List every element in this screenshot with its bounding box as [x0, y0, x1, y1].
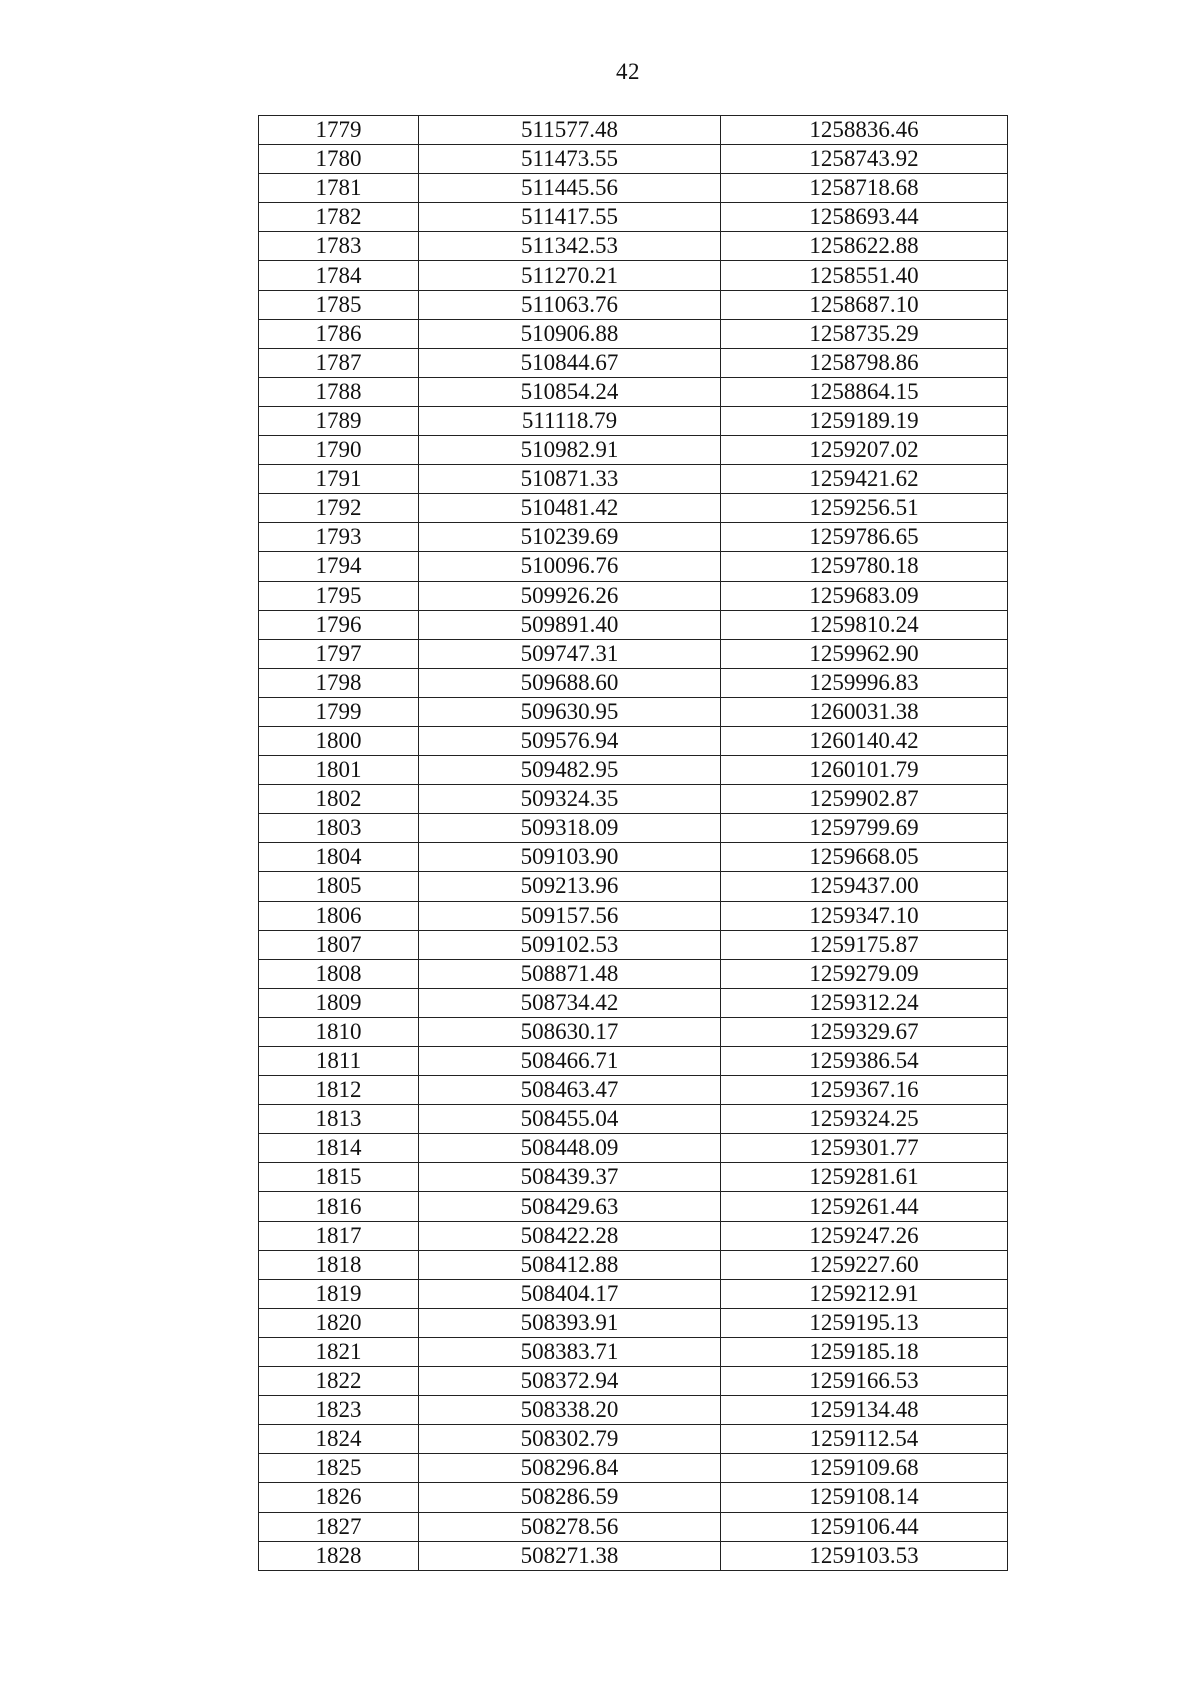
point-number-cell: 1786	[259, 319, 419, 348]
x-coordinate-cell: 508278.56	[419, 1512, 721, 1541]
x-coordinate-cell: 508448.09	[419, 1134, 721, 1163]
x-coordinate-cell: 508734.42	[419, 988, 721, 1017]
table-row	[259, 406, 1008, 435]
point-number-cell: 1812	[259, 1076, 419, 1105]
y-coordinate-cell: 1259189.19	[721, 406, 1008, 435]
point-number-cell: 1779	[259, 116, 419, 145]
x-coordinate-cell: 508422.28	[419, 1221, 721, 1250]
point-number-cell: 1781	[259, 174, 419, 203]
table-row	[259, 494, 1008, 523]
x-coordinate-cell: 508296.84	[419, 1454, 721, 1483]
y-coordinate-cell: 1260140.42	[721, 726, 1008, 755]
point-number-cell: 1803	[259, 814, 419, 843]
table-row	[259, 581, 1008, 610]
point-number-cell: 1807	[259, 930, 419, 959]
table-row	[259, 319, 1008, 348]
y-coordinate-cell: 1259103.53	[721, 1541, 1008, 1570]
x-coordinate-cell: 508871.48	[419, 959, 721, 988]
x-coordinate-cell: 509103.90	[419, 843, 721, 872]
table-row	[259, 785, 1008, 814]
y-coordinate-cell: 1259668.05	[721, 843, 1008, 872]
point-number-cell: 1827	[259, 1512, 419, 1541]
y-coordinate-cell: 1259134.48	[721, 1396, 1008, 1425]
x-coordinate-cell: 509324.35	[419, 785, 721, 814]
table-row	[259, 872, 1008, 901]
point-number-cell: 1796	[259, 610, 419, 639]
point-number-cell: 1814	[259, 1134, 419, 1163]
table-row	[259, 1076, 1008, 1105]
point-number-cell: 1815	[259, 1163, 419, 1192]
y-coordinate-cell: 1259810.24	[721, 610, 1008, 639]
x-coordinate-cell: 509688.60	[419, 668, 721, 697]
table-row	[259, 523, 1008, 552]
y-coordinate-cell: 1259261.44	[721, 1192, 1008, 1221]
point-number-cell: 1813	[259, 1105, 419, 1134]
x-coordinate-cell: 508404.17	[419, 1279, 721, 1308]
point-number-cell: 1817	[259, 1221, 419, 1250]
y-coordinate-cell: 1258551.40	[721, 261, 1008, 290]
table-row	[259, 1512, 1008, 1541]
x-coordinate-cell: 510871.33	[419, 465, 721, 494]
table-row	[259, 668, 1008, 697]
table-row	[259, 1163, 1008, 1192]
x-coordinate-cell: 508466.71	[419, 1047, 721, 1076]
x-coordinate-cell: 511342.53	[419, 232, 721, 261]
x-coordinate-cell: 511063.76	[419, 290, 721, 319]
y-coordinate-cell: 1259185.18	[721, 1337, 1008, 1366]
point-number-cell: 1798	[259, 668, 419, 697]
page-number: 42	[616, 59, 640, 84]
y-coordinate-cell: 1259421.62	[721, 465, 1008, 494]
point-number-cell: 1794	[259, 552, 419, 581]
point-number-cell: 1825	[259, 1454, 419, 1483]
x-coordinate-cell: 509576.94	[419, 726, 721, 755]
table-row	[259, 290, 1008, 319]
x-coordinate-cell: 508463.47	[419, 1076, 721, 1105]
x-coordinate-cell: 510906.88	[419, 319, 721, 348]
x-coordinate-cell: 508271.38	[419, 1541, 721, 1570]
point-number-cell: 1790	[259, 436, 419, 465]
table-row	[259, 756, 1008, 785]
x-coordinate-cell: 510854.24	[419, 377, 721, 406]
table-row	[259, 1425, 1008, 1454]
x-coordinate-cell: 508302.79	[419, 1425, 721, 1454]
y-coordinate-cell: 1259175.87	[721, 930, 1008, 959]
y-coordinate-cell: 1259279.09	[721, 959, 1008, 988]
x-coordinate-cell: 511577.48	[419, 116, 721, 145]
y-coordinate-cell: 1258718.68	[721, 174, 1008, 203]
y-coordinate-cell: 1258743.92	[721, 145, 1008, 174]
point-number-cell: 1819	[259, 1279, 419, 1308]
y-coordinate-cell: 1259347.10	[721, 901, 1008, 930]
y-coordinate-cell: 1258687.10	[721, 290, 1008, 319]
table-row	[259, 843, 1008, 872]
table-row	[259, 348, 1008, 377]
x-coordinate-cell: 509747.31	[419, 639, 721, 668]
point-number-cell: 1783	[259, 232, 419, 261]
point-number-cell: 1793	[259, 523, 419, 552]
table-row	[259, 232, 1008, 261]
x-coordinate-cell: 509630.95	[419, 697, 721, 726]
y-coordinate-cell: 1259312.24	[721, 988, 1008, 1017]
x-coordinate-cell: 509482.95	[419, 756, 721, 785]
point-number-cell: 1808	[259, 959, 419, 988]
point-number-cell: 1809	[259, 988, 419, 1017]
x-coordinate-cell: 508412.88	[419, 1250, 721, 1279]
y-coordinate-cell: 1258798.86	[721, 348, 1008, 377]
table-row	[259, 377, 1008, 406]
x-coordinate-cell: 508383.71	[419, 1337, 721, 1366]
x-coordinate-cell: 508439.37	[419, 1163, 721, 1192]
y-coordinate-cell: 1259256.51	[721, 494, 1008, 523]
point-number-cell: 1797	[259, 639, 419, 668]
y-coordinate-cell: 1258622.88	[721, 232, 1008, 261]
y-coordinate-cell: 1258864.15	[721, 377, 1008, 406]
point-number-cell: 1826	[259, 1483, 419, 1512]
point-number-cell: 1816	[259, 1192, 419, 1221]
y-coordinate-cell: 1259324.25	[721, 1105, 1008, 1134]
table-row	[259, 552, 1008, 581]
table-row	[259, 116, 1008, 145]
table-row	[259, 174, 1008, 203]
x-coordinate-cell: 509318.09	[419, 814, 721, 843]
y-coordinate-cell: 1259996.83	[721, 668, 1008, 697]
coordinates-table-body	[259, 116, 1008, 1571]
y-coordinate-cell: 1259112.54	[721, 1425, 1008, 1454]
y-coordinate-cell: 1259786.65	[721, 523, 1008, 552]
table-row	[259, 1308, 1008, 1337]
x-coordinate-cell: 510982.91	[419, 436, 721, 465]
point-number-cell: 1795	[259, 581, 419, 610]
table-row	[259, 1134, 1008, 1163]
y-coordinate-cell: 1258836.46	[721, 116, 1008, 145]
point-number-cell: 1811	[259, 1047, 419, 1076]
point-number-cell: 1800	[259, 726, 419, 755]
y-coordinate-cell: 1259902.87	[721, 785, 1008, 814]
table-row	[259, 610, 1008, 639]
x-coordinate-cell: 511417.55	[419, 203, 721, 232]
point-number-cell: 1823	[259, 1396, 419, 1425]
y-coordinate-cell: 1259207.02	[721, 436, 1008, 465]
x-coordinate-cell: 511445.56	[419, 174, 721, 203]
point-number-cell: 1780	[259, 145, 419, 174]
y-coordinate-cell: 1259247.26	[721, 1221, 1008, 1250]
point-number-cell: 1822	[259, 1367, 419, 1396]
point-number-cell: 1784	[259, 261, 419, 290]
table-row	[259, 1192, 1008, 1221]
y-coordinate-cell: 1259437.00	[721, 872, 1008, 901]
y-coordinate-cell: 1259166.53	[721, 1367, 1008, 1396]
table-row	[259, 726, 1008, 755]
y-coordinate-cell: 1259799.69	[721, 814, 1008, 843]
y-coordinate-cell: 1259367.16	[721, 1076, 1008, 1105]
table-row	[259, 988, 1008, 1017]
y-coordinate-cell: 1259962.90	[721, 639, 1008, 668]
y-coordinate-cell: 1259780.18	[721, 552, 1008, 581]
x-coordinate-cell: 508630.17	[419, 1017, 721, 1046]
point-number-cell: 1789	[259, 406, 419, 435]
x-coordinate-cell: 510239.69	[419, 523, 721, 552]
point-number-cell: 1782	[259, 203, 419, 232]
point-number-cell: 1824	[259, 1425, 419, 1454]
point-number-cell: 1802	[259, 785, 419, 814]
table-row	[259, 814, 1008, 843]
y-coordinate-cell: 1259108.14	[721, 1483, 1008, 1512]
point-number-cell: 1820	[259, 1308, 419, 1337]
point-number-cell: 1818	[259, 1250, 419, 1279]
x-coordinate-cell: 510481.42	[419, 494, 721, 523]
y-coordinate-cell: 1258735.29	[721, 319, 1008, 348]
table-row	[259, 1047, 1008, 1076]
table-row	[259, 1396, 1008, 1425]
y-coordinate-cell: 1259227.60	[721, 1250, 1008, 1279]
table-row	[259, 1454, 1008, 1483]
y-coordinate-cell: 1259281.61	[721, 1163, 1008, 1192]
table-row	[259, 1367, 1008, 1396]
y-coordinate-cell: 1259683.09	[721, 581, 1008, 610]
y-coordinate-cell: 1259195.13	[721, 1308, 1008, 1337]
table-row	[259, 1017, 1008, 1046]
table-row	[259, 1279, 1008, 1308]
table-row	[259, 959, 1008, 988]
point-number-cell: 1788	[259, 377, 419, 406]
y-coordinate-cell: 1259106.44	[721, 1512, 1008, 1541]
x-coordinate-cell: 508338.20	[419, 1396, 721, 1425]
table-row	[259, 1541, 1008, 1570]
table-row	[259, 1105, 1008, 1134]
x-coordinate-cell: 510096.76	[419, 552, 721, 581]
table-row	[259, 639, 1008, 668]
x-coordinate-cell: 509926.26	[419, 581, 721, 610]
x-coordinate-cell: 511270.21	[419, 261, 721, 290]
x-coordinate-cell: 509157.56	[419, 901, 721, 930]
table-row	[259, 465, 1008, 494]
table-row	[259, 436, 1008, 465]
x-coordinate-cell: 508286.59	[419, 1483, 721, 1512]
x-coordinate-cell: 511473.55	[419, 145, 721, 174]
x-coordinate-cell: 508455.04	[419, 1105, 721, 1134]
point-number-cell: 1810	[259, 1017, 419, 1046]
coordinates-table	[258, 115, 1008, 1571]
x-coordinate-cell: 510844.67	[419, 348, 721, 377]
point-number-cell: 1805	[259, 872, 419, 901]
y-coordinate-cell: 1259212.91	[721, 1279, 1008, 1308]
point-number-cell: 1785	[259, 290, 419, 319]
point-number-cell: 1801	[259, 756, 419, 785]
y-coordinate-cell: 1259109.68	[721, 1454, 1008, 1483]
y-coordinate-cell: 1259301.77	[721, 1134, 1008, 1163]
y-coordinate-cell: 1259329.67	[721, 1017, 1008, 1046]
x-coordinate-cell: 508429.63	[419, 1192, 721, 1221]
point-number-cell: 1799	[259, 697, 419, 726]
y-coordinate-cell: 1259386.54	[721, 1047, 1008, 1076]
table-row	[259, 1250, 1008, 1279]
point-number-cell: 1791	[259, 465, 419, 494]
table-row	[259, 930, 1008, 959]
x-coordinate-cell: 509213.96	[419, 872, 721, 901]
point-number-cell: 1804	[259, 843, 419, 872]
x-coordinate-cell: 508372.94	[419, 1367, 721, 1396]
y-coordinate-cell: 1260101.79	[721, 756, 1008, 785]
table-row	[259, 203, 1008, 232]
table-row	[259, 1221, 1008, 1250]
y-coordinate-cell: 1260031.38	[721, 697, 1008, 726]
coordinates-table-container	[258, 115, 1007, 1571]
table-row	[259, 1337, 1008, 1366]
x-coordinate-cell: 509102.53	[419, 930, 721, 959]
table-row	[259, 1483, 1008, 1512]
x-coordinate-cell: 511118.79	[419, 406, 721, 435]
x-coordinate-cell: 508393.91	[419, 1308, 721, 1337]
point-number-cell: 1792	[259, 494, 419, 523]
table-row	[259, 901, 1008, 930]
point-number-cell: 1821	[259, 1337, 419, 1366]
x-coordinate-cell: 509891.40	[419, 610, 721, 639]
table-row	[259, 697, 1008, 726]
point-number-cell: 1828	[259, 1541, 419, 1570]
point-number-cell: 1806	[259, 901, 419, 930]
y-coordinate-cell: 1258693.44	[721, 203, 1008, 232]
table-row	[259, 261, 1008, 290]
point-number-cell: 1787	[259, 348, 419, 377]
table-row	[259, 145, 1008, 174]
